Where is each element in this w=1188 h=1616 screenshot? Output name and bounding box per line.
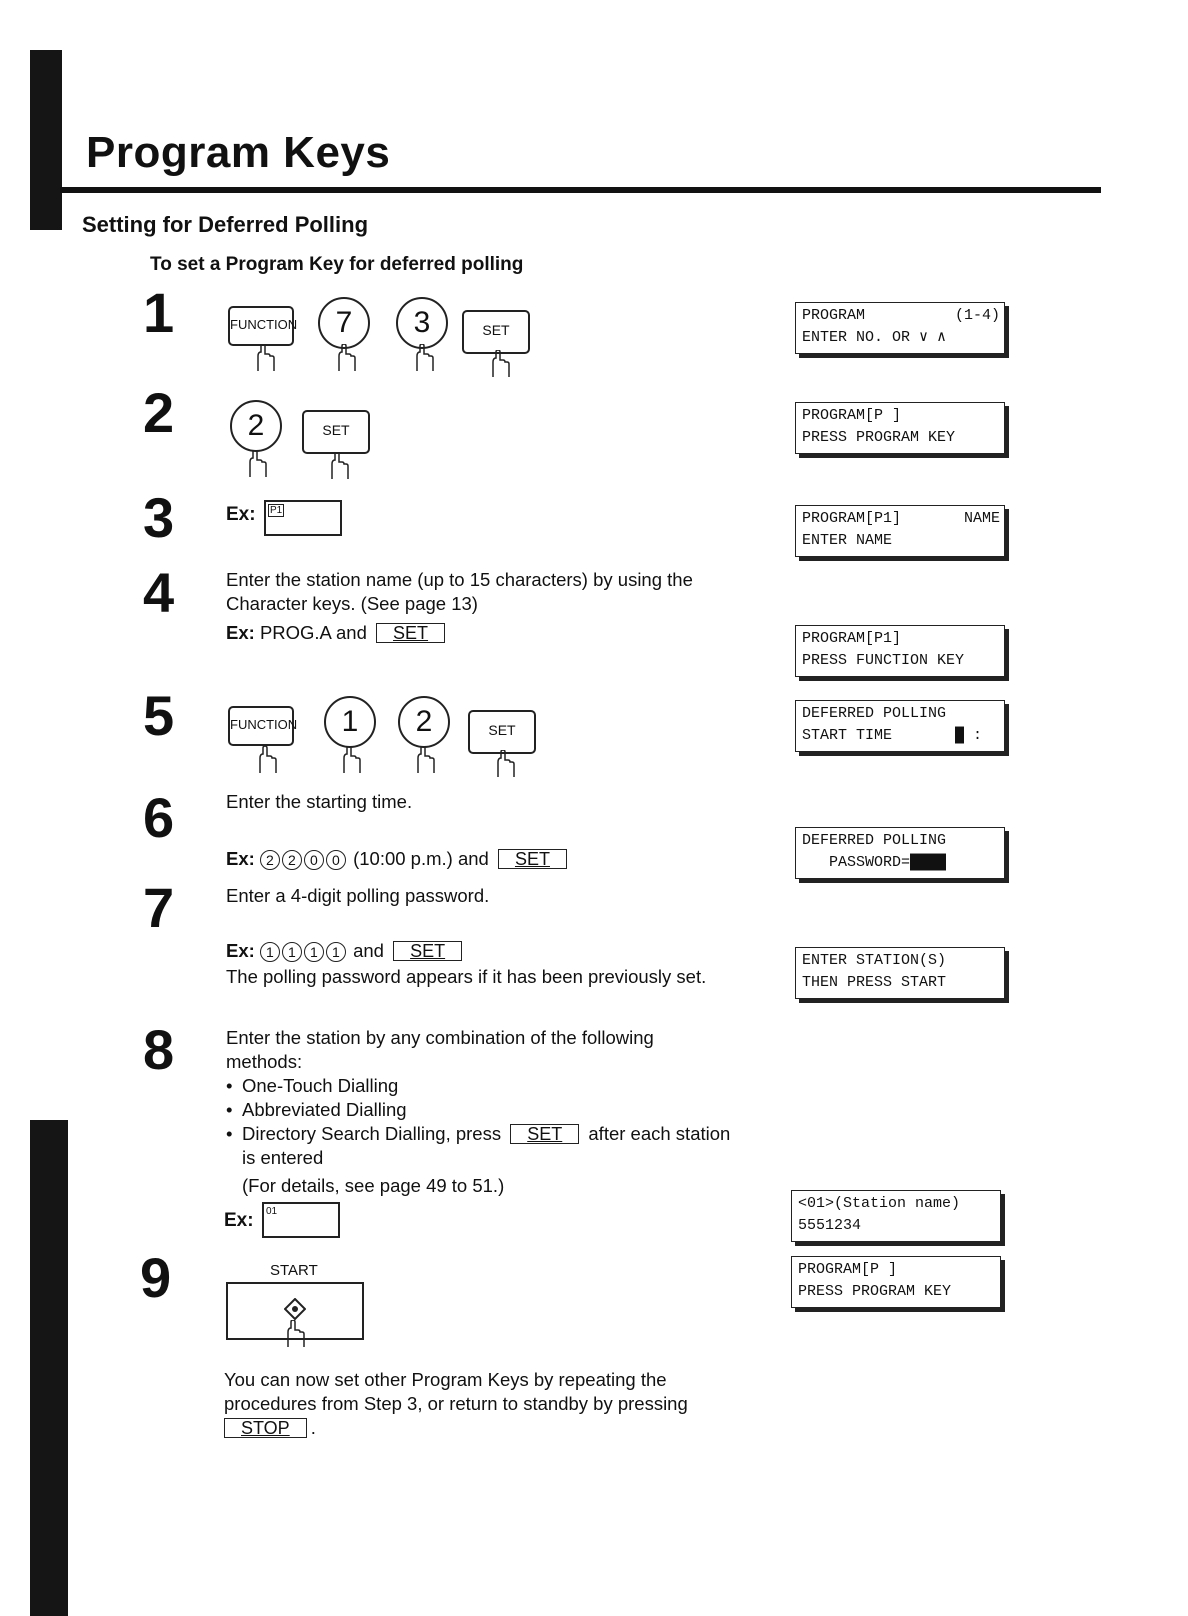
step-number-4: 4 xyxy=(143,561,175,624)
program-key-label: P1 xyxy=(270,505,283,516)
lcd-line: ENTER NO. OR ∨ ∧ xyxy=(802,329,947,346)
digit-key-1: 1 xyxy=(324,696,376,748)
example-text: and xyxy=(353,940,384,961)
station-key-01 xyxy=(262,1202,340,1238)
set-key: SET xyxy=(510,1124,579,1144)
step-8-methods xyxy=(226,1074,746,1170)
station-key-label: 01 xyxy=(266,1206,278,1217)
step-4-example xyxy=(226,621,449,645)
lcd-line: PRESS PROGRAM KEY xyxy=(802,429,956,446)
step-7-note: The polling password appears if it has been previously set. xyxy=(226,966,707,987)
lcd-column xyxy=(795,0,1025,1616)
lcd-display xyxy=(795,827,1005,879)
step-6-example xyxy=(226,847,571,871)
scan-edge-top xyxy=(30,50,62,230)
function-key: FUNCTION xyxy=(228,706,294,746)
lcd-line: START TIME █ : xyxy=(802,727,983,744)
example-text: PROG.A and xyxy=(259,622,367,643)
lcd-display xyxy=(795,402,1005,454)
lcd-line: ENTER NAME xyxy=(802,532,893,549)
lcd-display xyxy=(791,1256,1001,1308)
digit-circle: 1 xyxy=(326,942,346,962)
lcd-line: PRESS PROGRAM KEY xyxy=(798,1283,952,1300)
lcd-line: 5551234 xyxy=(798,1217,862,1234)
lcd-line: PROGRAM[P1] NAME xyxy=(802,510,1001,527)
step-number-3: 3 xyxy=(143,486,175,549)
step-8-text: Enter the station by any combination of the following methods: xyxy=(226,1027,654,1072)
lcd-line: DEFERRED POLLING xyxy=(802,705,947,722)
lcd-display xyxy=(791,1190,1001,1242)
hand-press-icon xyxy=(333,344,359,372)
lcd-line: PROGRAM[P1] xyxy=(802,630,902,647)
step-7-text: Enter a 4-digit polling password. xyxy=(226,885,490,906)
set-key: SET xyxy=(376,623,445,643)
function-key: FUNCTION xyxy=(228,306,294,346)
step-number-6: 6 xyxy=(143,786,175,849)
lcd-line: PROGRAM (1-4) xyxy=(802,307,1001,324)
list-item: • One-Touch Dialling xyxy=(226,1074,746,1098)
step-number-8: 8 xyxy=(143,1018,175,1081)
step-number-1: 1 xyxy=(143,281,175,344)
set-key: SET xyxy=(393,941,462,961)
directory-search-text-end: after each station is entered xyxy=(242,1123,731,1168)
hand-press-icon xyxy=(487,350,513,378)
list-item xyxy=(226,1122,746,1170)
hand-press-icon xyxy=(282,1320,308,1348)
lcd-line: PRESS FUNCTION KEY xyxy=(802,652,965,669)
hand-press-icon xyxy=(338,746,364,774)
lcd-line: PROGRAM[P ] xyxy=(798,1261,898,1278)
closing-text xyxy=(224,1368,744,1440)
directory-search-text: Directory Search Dialling, press xyxy=(242,1123,502,1144)
lcd-display xyxy=(795,302,1005,354)
digit-circle: 1 xyxy=(260,942,280,962)
digit-circle: 0 xyxy=(304,850,324,870)
lcd-display xyxy=(795,625,1005,677)
digit-circle: 1 xyxy=(304,942,324,962)
hand-press-icon xyxy=(492,750,518,778)
digit-key-7: 7 xyxy=(318,297,370,349)
set-key: SET xyxy=(468,710,536,754)
step-number-5: 5 xyxy=(143,684,175,747)
digit-circle: 0 xyxy=(326,850,346,870)
program-key-p1 xyxy=(264,500,342,536)
closing-text-main: You can now set other Program Keys by repeating the procedures from Step 3, or return to standby by pressing xyxy=(224,1369,688,1414)
set-key: SET xyxy=(462,310,530,354)
start-key-label: START xyxy=(270,1262,318,1279)
step-6-text: Enter the starting time. xyxy=(226,791,413,812)
example-label: Ex: xyxy=(226,504,256,525)
step-number-7: 7 xyxy=(143,876,175,939)
lcd-line: THEN PRESS START xyxy=(802,974,947,991)
example-label: Ex: xyxy=(224,1210,254,1231)
lcd-line: PROGRAM[P ] xyxy=(802,407,902,424)
hand-press-icon xyxy=(252,344,278,372)
hand-press-icon xyxy=(254,746,280,774)
lcd-display xyxy=(795,700,1005,752)
example-label: Ex: xyxy=(226,622,255,643)
scan-edge-bottom xyxy=(30,1120,68,1616)
step-number-2: 2 xyxy=(143,381,175,444)
hand-press-icon xyxy=(411,344,437,372)
example-label: Ex: xyxy=(226,940,255,961)
lcd-display xyxy=(795,505,1005,557)
example-label: Ex: xyxy=(226,848,255,869)
step-8-details: (For details, see page 49 to 51.) xyxy=(242,1175,505,1196)
list-item: • Abbreviated Dialling xyxy=(226,1098,746,1122)
digit-key-2: 2 xyxy=(230,400,282,452)
step-number-9: 9 xyxy=(140,1246,172,1309)
page-title: Program Keys xyxy=(86,128,391,177)
stop-key: STOP xyxy=(224,1418,307,1438)
step-7-example xyxy=(226,939,466,963)
lcd-line: DEFERRED POLLING xyxy=(802,832,947,849)
start-diamond-icon xyxy=(284,1298,306,1320)
hand-press-icon xyxy=(244,450,270,478)
digit-circle: 2 xyxy=(260,850,280,870)
digit-circle: 1 xyxy=(282,942,302,962)
digit-key-3: 3 xyxy=(396,297,448,349)
closing-period: . xyxy=(310,1417,316,1438)
hand-press-icon xyxy=(412,746,438,774)
subheading: To set a Program Key for deferred polling xyxy=(150,254,524,275)
lcd-line: <01>(Station name) xyxy=(798,1195,961,1212)
set-key: SET xyxy=(498,849,567,869)
section-heading: Setting for Deferred Polling xyxy=(82,212,369,237)
step-4-text: Enter the station name (up to 15 characters) by using the Character keys. (See page 13) xyxy=(226,569,693,614)
set-key: SET xyxy=(302,410,370,454)
lcd-line: ENTER STATION(S) xyxy=(802,952,947,969)
hand-press-icon xyxy=(326,452,352,480)
digit-key-2: 2 xyxy=(398,696,450,748)
example-text: (10:00 p.m.) and xyxy=(353,848,489,869)
lcd-line: PASSWORD=████ xyxy=(802,854,947,871)
digit-circle: 2 xyxy=(282,850,302,870)
lcd-display xyxy=(795,947,1005,999)
